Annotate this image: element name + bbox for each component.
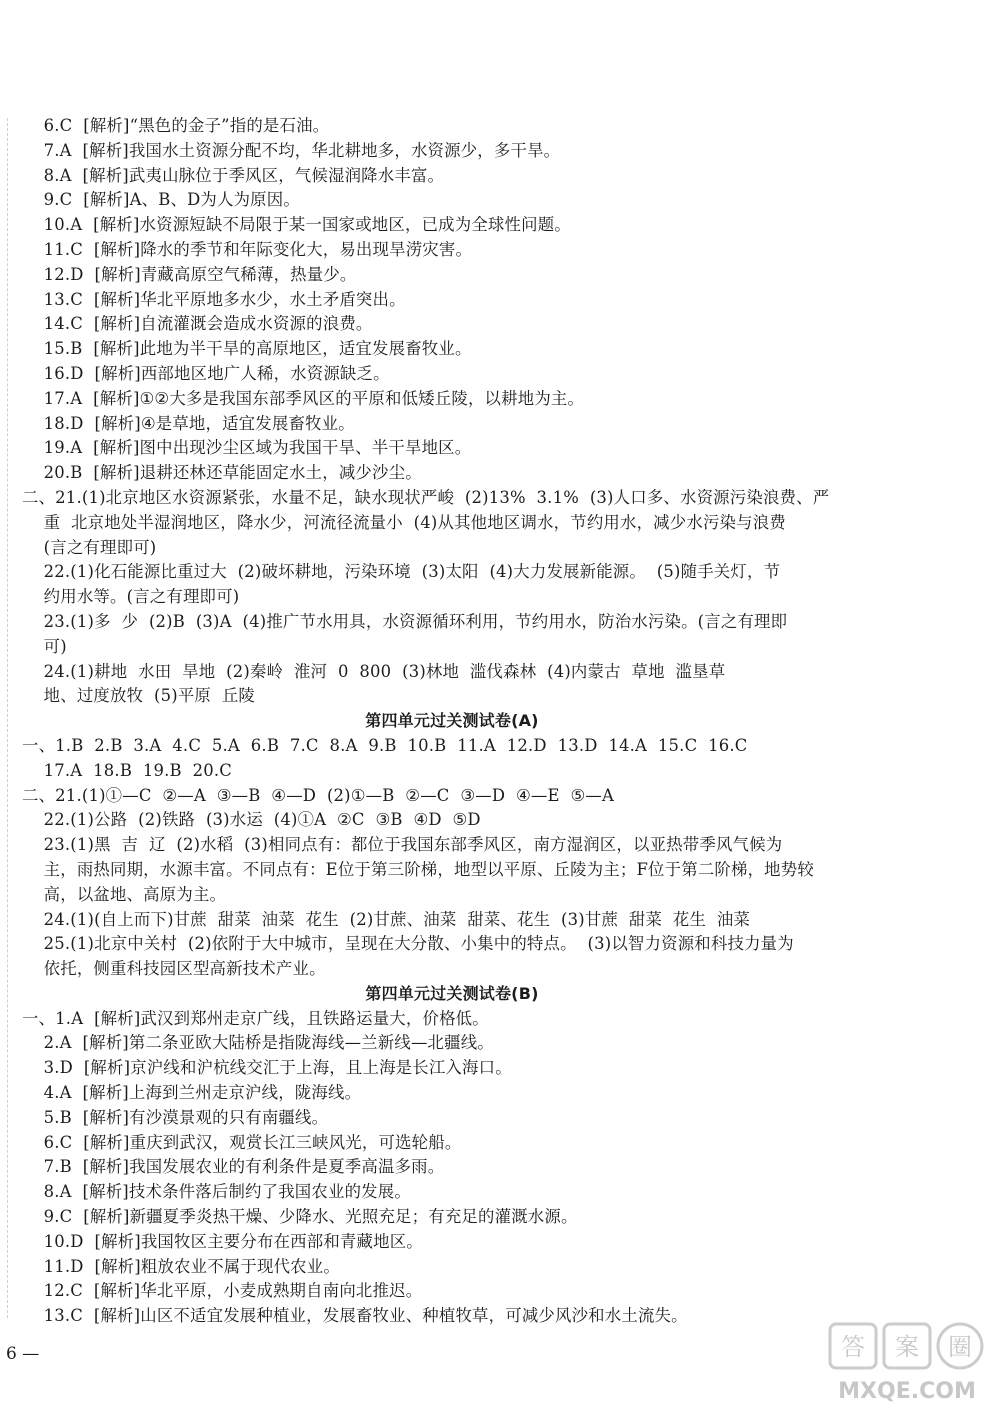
watermark-char-1: 答 bbox=[841, 1333, 865, 1361]
answer-line: 10.A [解析]水资源短缺不局限于某一国家或地区，已成为全球性问题。 bbox=[22, 215, 571, 235]
answer-line: 3.D [解析]京沪线和沪杭线交汇于上海，且上海是长江入海口。 bbox=[22, 1058, 512, 1078]
answer-line: 6.C [解析]重庆到武汉，观赏长江三峡风光，可选轮船。 bbox=[22, 1132, 462, 1152]
answer-line: 9.C [解析]A、B、D为人为原因。 bbox=[22, 190, 300, 210]
binding-margin-line bbox=[7, 118, 8, 1318]
answer-line: 10.D [解析]我国牧区主要分布在西部和青藏地区。 bbox=[22, 1231, 423, 1251]
answer-line: 22.(1)化石能源比重过大 (2)破坏耕地，污染环境 (3)太阳 (4)大力发展新能源。 (5)随手关灯，节 bbox=[22, 562, 781, 582]
answer-line: 17.A 18.B 19.B 20.C bbox=[22, 760, 233, 780]
section-heading: 第四单元过关测试卷(B) bbox=[365, 983, 539, 1003]
section-heading: 第四单元过关测试卷(A) bbox=[365, 711, 539, 731]
answer-line: 12.C [解析]华北平原，小麦成熟期自南向北推迟。 bbox=[22, 1281, 423, 1301]
watermark-url: MXQE.COM bbox=[838, 1379, 976, 1404]
answer-line: 一、1.A [解析]武汉到郑州走京广线，且铁路运量大，价格低。 bbox=[22, 1008, 489, 1028]
answer-line: 22.(1)公路 (2)铁路 (3)水运 (4)①A ②C ③B ④D ⑤D bbox=[22, 810, 481, 830]
answer-line: 7.B [解析]我国发展农业的有利条件是夏季高温多雨。 bbox=[22, 1157, 445, 1177]
answer-line: 地、过度放牧 (5)平原 丘陵 bbox=[22, 686, 256, 706]
watermark-logo bbox=[822, 1318, 992, 1408]
answer-line: 11.D [解析]粗放农业不属于现代农业。 bbox=[22, 1256, 340, 1276]
answer-line: 约用水等。(言之有理即可) bbox=[22, 587, 240, 607]
answer-line: 4.A [解析]上海到兰州走京沪线，陇海线。 bbox=[22, 1083, 362, 1103]
answer-line: 16.D [解析]西部地区地广人稀，水资源缺乏。 bbox=[22, 363, 390, 383]
answer-line: 23.(1)多 少 (2)B (3)A (4)推广节水用具，水资源循环利用，节约用水，防治水污染。(言之有理即 bbox=[22, 611, 788, 631]
answer-line: 7.A [解析]我国水土资源分配不均，华北耕地多，水资源少，多干旱。 bbox=[22, 140, 561, 160]
answer-line: 18.D [解析]④是草地，适宜发展畜牧业。 bbox=[22, 413, 355, 433]
answer-line: 二、21.(1)①—C ②—A ③—B ④—D (2)①—B ②—C ③—D ④—E ⑤—A bbox=[22, 785, 614, 805]
answer-line: 高，以盆地、高原为主。 bbox=[22, 884, 227, 904]
answer-line: 25.(1)北京中关村 (2)依附于大中城市，呈现在大分散、小集中的特点。 (3)以智力资源和科技力量为 bbox=[22, 934, 794, 954]
answer-line: 8.A [解析]武夷山脉位于季风区，气候湿润降水丰富。 bbox=[22, 165, 445, 185]
answer-line: 14.C [解析]自流灌溉会造成水资源的浪费。 bbox=[22, 314, 373, 334]
answer-line: 6.C [解析]“黑色的金子”指的是石油。 bbox=[22, 116, 330, 135]
answer-line: 12.D [解析]青藏高原空气稀薄，热量少。 bbox=[22, 264, 357, 284]
answer-line: 17.A [解析]①②大多是我国东部季风区的平原和低矮丘陵，以耕地为主。 bbox=[22, 388, 585, 408]
answer-line: 主，雨热同期，水源丰富。不同点有：E位于第三阶梯，地型以平原、丘陵为主；F位于第二阶梯，地势较 bbox=[22, 859, 814, 879]
watermark-char-3: 圈 bbox=[948, 1333, 972, 1361]
answer-line: 20.B [解析]退耕还林还草能固定水土，减少沙尘。 bbox=[22, 463, 422, 483]
watermark-char-2: 案 bbox=[895, 1333, 919, 1361]
answer-line: 2.A [解析]第二条亚欧大陆桥是指陇海线—兰新线—北疆线。 bbox=[22, 1033, 494, 1053]
answer-line: 13.C [解析]华北平原地多水少，水土矛盾突出。 bbox=[22, 289, 406, 309]
answer-line: 可) bbox=[22, 636, 67, 656]
page-number: 6 — bbox=[6, 1344, 40, 1364]
answer-line: 24.(1)(自上而下)甘蔗 甜菜 油菜 花生 (2)甘蔗、油菜 甜菜、花生 (3)甘蔗 甜菜 花生 油菜 bbox=[22, 909, 751, 929]
answer-line: 19.A [解析]图中出现沙尘区域为我国干旱、半干旱地区。 bbox=[22, 438, 472, 458]
answer-line: (言之有理即可) bbox=[22, 537, 157, 557]
answer-line: 13.C [解析]山区不适宜发展种植业，发展畜牧业、种植牧草，可减少风沙和水土流失。 bbox=[22, 1306, 688, 1326]
answer-line: 23.(1)黑 吉 辽 (2)水稻 (3)相同点有：都位于我国东部季风区，南方湿润区，以亚热带季风气候为 bbox=[22, 835, 783, 855]
answer-line: 9.C [解析]新疆夏季炎热干燥、少降水、光照充足；有充足的灌溉水源。 bbox=[22, 1207, 578, 1227]
answer-line: 依托，侧重科技园区型高新技术产业。 bbox=[22, 959, 326, 979]
answer-line: 15.B [解析]此地为半干旱的高原地区，适宜发展畜牧业。 bbox=[22, 339, 472, 359]
answer-line: 8.A [解析]技术条件落后制约了我国农业的发展。 bbox=[22, 1182, 411, 1202]
answer-line: 重 北京地处半湿润地区，降水少，河流径流量小 (4)从其他地区调水，节约用水，减少水污染与浪费 bbox=[22, 512, 786, 532]
answer-line: 一、1.B 2.B 3.A 4.C 5.A 6.B 7.C 8.A 9.B 10.B 11.A 12.D 13.D 14.A 15.C 16.C bbox=[22, 735, 748, 755]
answer-content bbox=[22, 114, 882, 1329]
answer-line: 二、21.(1)北京地区水资源紧张，水量不足，缺水现状严峻 (2)13% 3.1% (3)人口多、水资源污染浪费、严 bbox=[22, 487, 830, 507]
answer-line: 5.B [解析]有沙漠景观的只有南疆线。 bbox=[22, 1107, 329, 1127]
answer-line: 11.C [解析]降水的季节和年际变化大，易出现旱涝灾害。 bbox=[22, 239, 473, 259]
answer-line: 24.(1)耕地 水田 旱地 (2)秦岭 淮河 0 800 (3)林地 滥伐森林 (4)内蒙古 草地 滥垦草 bbox=[22, 661, 726, 681]
